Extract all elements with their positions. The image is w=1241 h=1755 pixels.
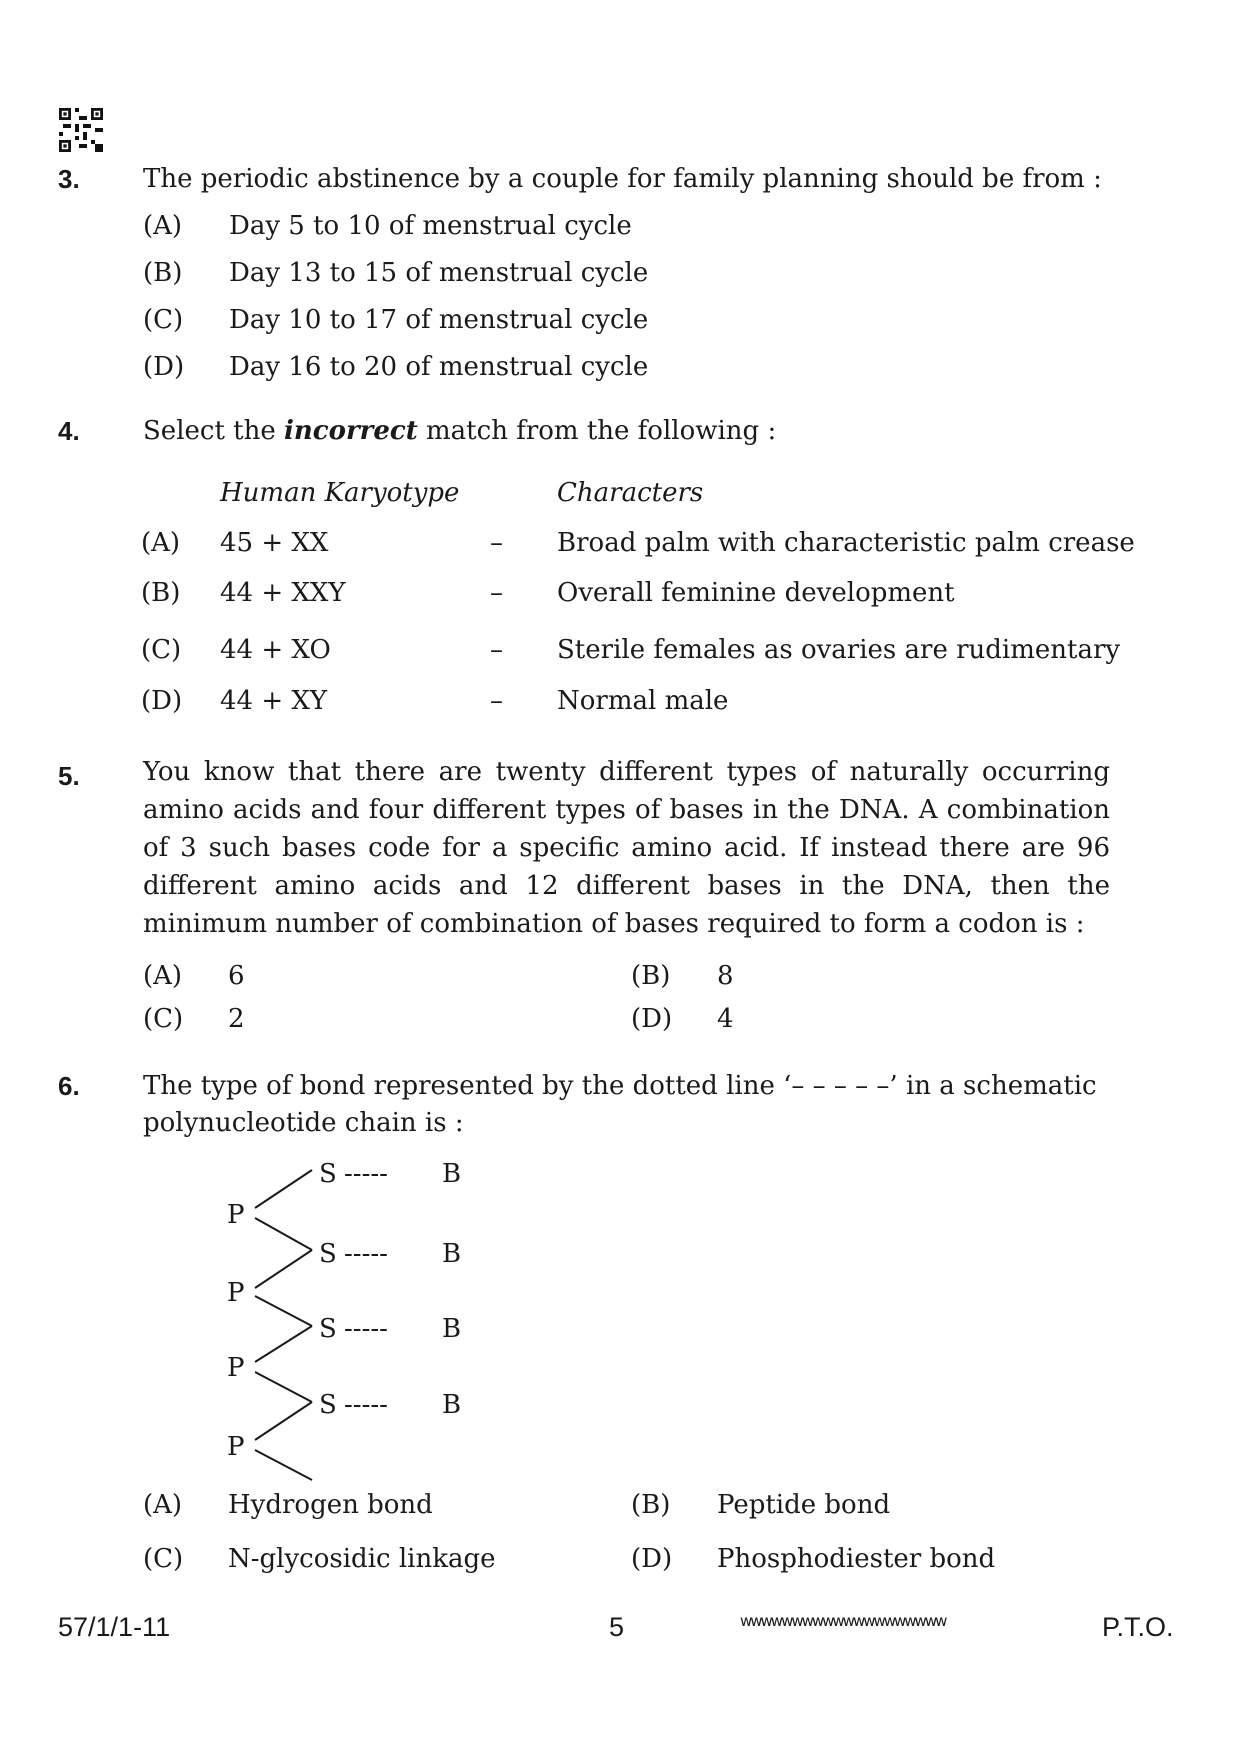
option-text: 6 — [228, 961, 245, 991]
option-text: 4 — [717, 1004, 734, 1034]
base-label: B — [442, 1390, 462, 1420]
option-text: Phosphodiester bond — [717, 1544, 996, 1574]
base-label: B — [442, 1314, 462, 1344]
dotted-bond: ----- — [344, 1314, 388, 1344]
qr-code-icon — [59, 108, 103, 152]
phosphate-label: P — [227, 1200, 245, 1230]
question-4-text-before: Select the — [143, 416, 285, 446]
row-label: (D) — [141, 686, 183, 716]
row-dash: – — [490, 635, 503, 665]
sugar-label: S — [319, 1390, 337, 1420]
question-4-text — [143, 418, 776, 444]
option-label: (C) — [143, 1004, 184, 1034]
column-header-characters: Characters — [557, 478, 704, 508]
row-karyotype: 44 + XXY — [220, 578, 346, 608]
row-label: (C) — [141, 635, 182, 665]
question-4-number: 4. — [58, 416, 80, 446]
option-text: Hydrogen bond — [228, 1490, 433, 1520]
option-text: Day 13 to 15 of menstrual cycle — [229, 258, 649, 288]
question-6-number: 6. — [58, 1071, 80, 1101]
option-label: (C) — [143, 305, 184, 335]
chain-bond-line — [255, 1250, 312, 1288]
option-text: Peptide bond — [717, 1490, 891, 1520]
row-character: Overall feminine development — [557, 578, 955, 608]
option-text: 8 — [717, 961, 734, 991]
row-character: Normal male — [557, 686, 729, 716]
option-text: N-glycosidic linkage — [228, 1544, 496, 1574]
question-6-text-line2: polynucleotide chain is : — [143, 1108, 464, 1138]
row-character: Broad palm with characteristic palm crease — [557, 528, 1135, 558]
option-label: (A) — [143, 1490, 183, 1520]
chain-bond-line — [255, 1402, 312, 1440]
question-5-text: You know that there are twenty different types of naturally occurring amino acids and four different types of bases in the DNA. A combination of 3 such bases code for a specific amino acid. If instead there are 96 different amino acids and 12 different bases in the DNA, then the minimum number of combination of bases required to form a codon is : — [143, 757, 1110, 939]
option-label: (D) — [631, 1004, 673, 1034]
chain-bond-line — [255, 1218, 312, 1250]
question-3-text: The periodic abstinence by a couple for family planning should be from : — [143, 164, 1102, 194]
page-number: 5 — [609, 1612, 625, 1642]
column-header-karyotype: Human Karyotype — [220, 478, 460, 508]
dotted-bond: ----- — [344, 1239, 388, 1269]
chain-bond-line — [255, 1326, 312, 1362]
option-text: Day 5 to 10 of menstrual cycle — [229, 211, 632, 241]
pto-label: P.T.O. — [1102, 1612, 1174, 1642]
row-dash: – — [490, 578, 503, 608]
option-label: (B) — [631, 961, 671, 991]
chain-bond-line — [255, 1296, 312, 1326]
option-label: (B) — [143, 258, 183, 288]
question-6-text-line1: The type of bond represented by the dotted line ‘– – – – –’ in a schematic — [143, 1071, 1097, 1101]
row-karyotype: 45 + XX — [220, 528, 329, 558]
phosphate-label: P — [227, 1278, 245, 1308]
dotted-bond: ----- — [344, 1390, 388, 1420]
polynucleotide-chain-diagram — [200, 1140, 500, 1485]
option-text: 2 — [228, 1004, 245, 1034]
row-dash: – — [490, 528, 503, 558]
chain-bond-line — [255, 1450, 312, 1480]
option-label: (D) — [631, 1544, 673, 1574]
question-5-number: 5. — [58, 761, 80, 791]
option-label: (D) — [143, 352, 185, 382]
option-label: (A) — [143, 211, 183, 241]
question-4-text-after: match from the following : — [417, 416, 777, 446]
sugar-label: S — [319, 1314, 337, 1344]
wavy-line: wwwwwwwwwwwwwwwwwwww — [740, 1612, 946, 1630]
option-text: Day 16 to 20 of menstrual cycle — [229, 352, 649, 382]
dotted-bond: ----- — [344, 1159, 388, 1189]
chain-bond-line — [255, 1372, 312, 1402]
row-label: (A) — [141, 528, 181, 558]
row-character: Sterile females as ovaries are rudimentary — [557, 635, 1121, 665]
base-label: B — [442, 1239, 462, 1269]
sugar-label: S — [319, 1239, 337, 1269]
row-karyotype: 44 + XY — [220, 686, 328, 716]
chain-bond-line — [255, 1170, 312, 1208]
option-label: (C) — [143, 1544, 184, 1574]
base-label: B — [442, 1159, 462, 1189]
row-karyotype: 44 + XO — [220, 635, 331, 665]
row-dash: – — [490, 686, 503, 716]
option-label: (B) — [631, 1490, 671, 1520]
sugar-label: S — [319, 1159, 337, 1189]
option-text: Day 10 to 17 of menstrual cycle — [229, 305, 649, 335]
paper-code: 57/1/1-11 — [58, 1612, 171, 1642]
question-4-emphasis: incorrect — [284, 416, 418, 446]
row-label: (B) — [141, 578, 181, 608]
question-3-number: 3. — [58, 164, 80, 194]
phosphate-label: P — [227, 1432, 245, 1462]
phosphate-label: P — [227, 1353, 245, 1383]
option-label: (A) — [143, 961, 183, 991]
